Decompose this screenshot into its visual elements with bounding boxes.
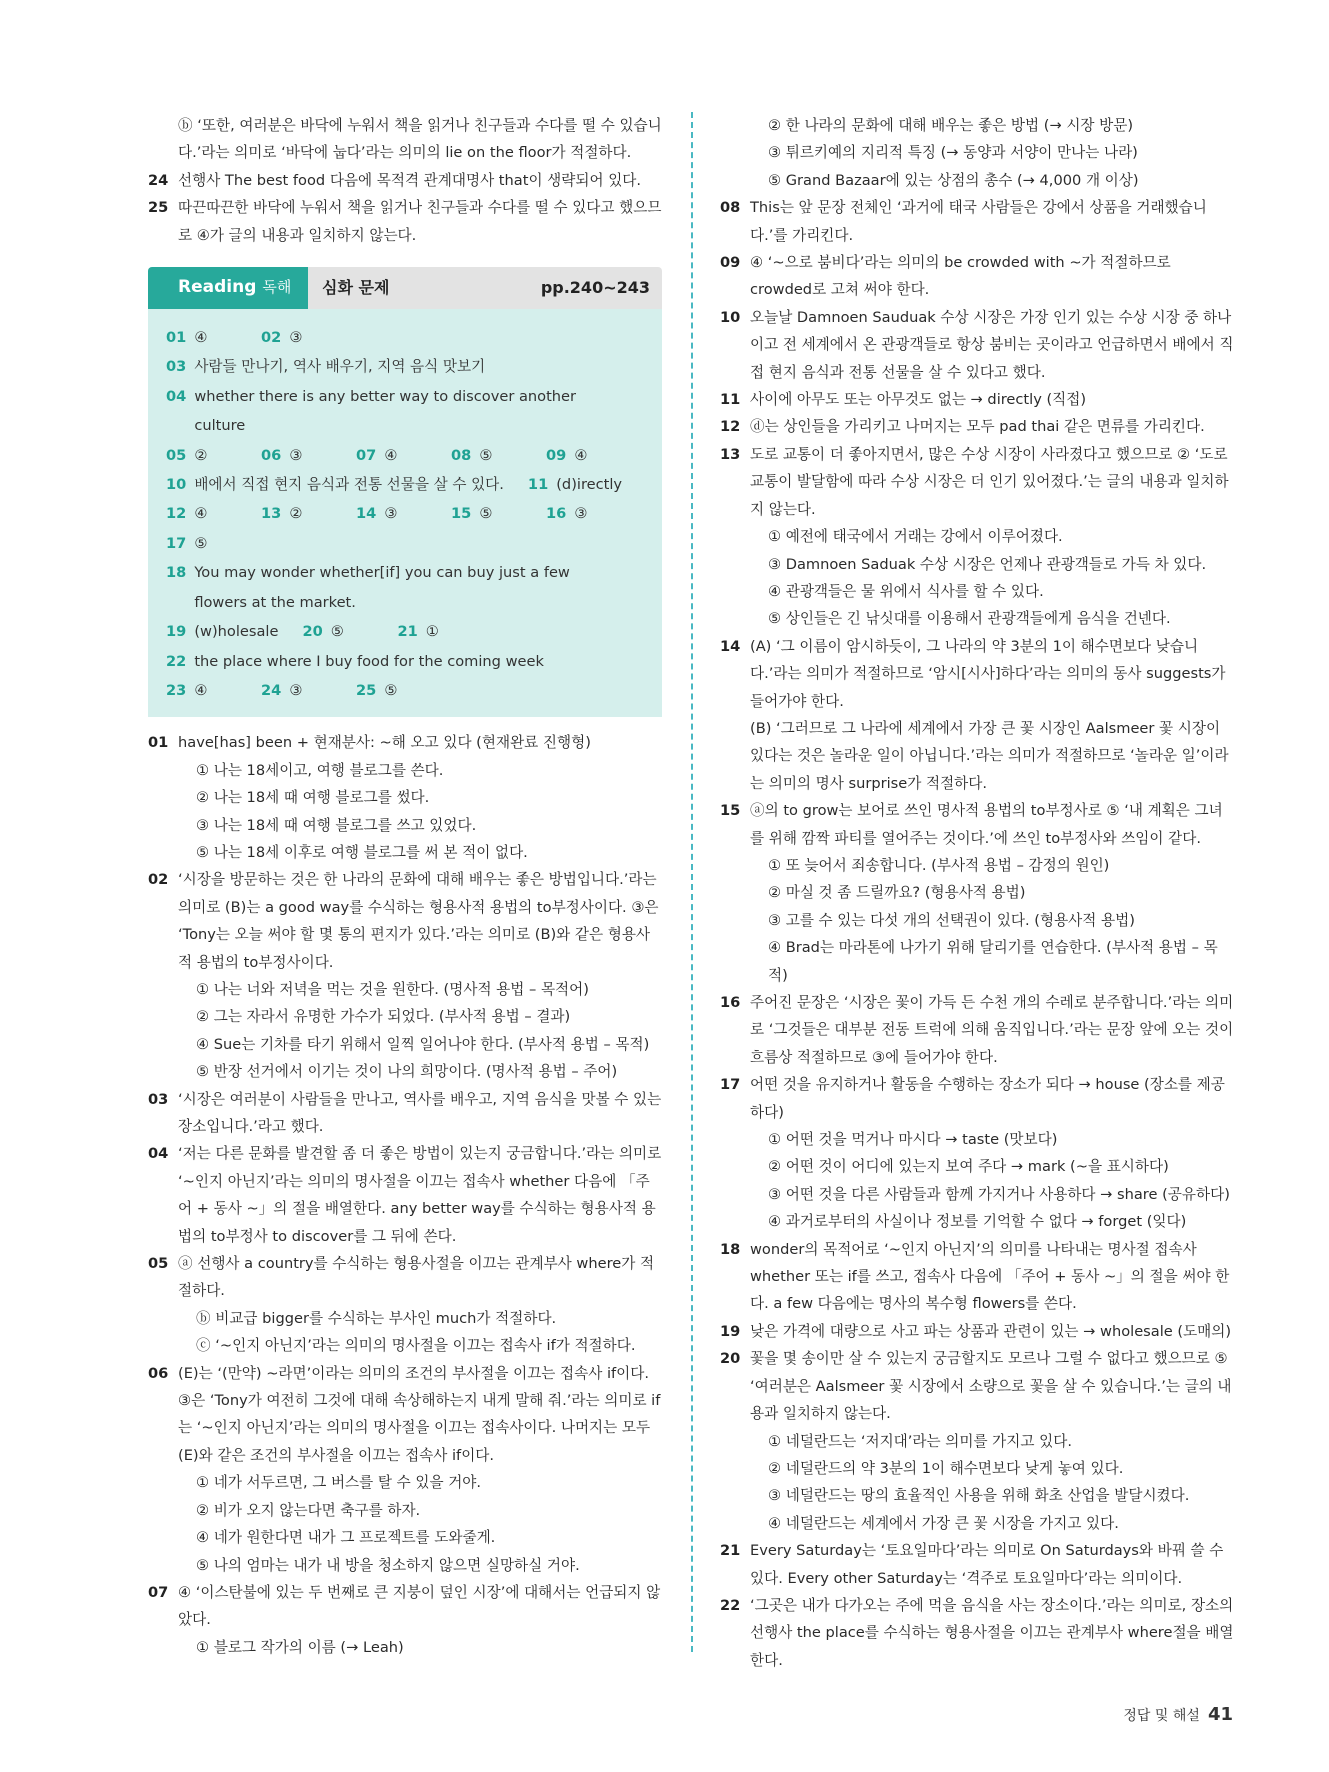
answer-cell — [356, 441, 451, 470]
answer-key-body — [148, 309, 662, 717]
answer-row — [166, 529, 644, 558]
item-sub-line: ① 또 늦어서 죄송합니다. (부사적 용법 – 감정의 원인) — [768, 856, 1110, 874]
item-text: ④ ‘이스탄불에 있는 두 번째로 큰 지붕이 덮인 시장’에 대해서는 언급되지 않았다. — [178, 1583, 661, 1629]
answer-cell — [546, 499, 641, 528]
answer-item — [720, 1071, 1234, 1126]
reading-box-header — [148, 267, 662, 309]
answer-number: 22 — [166, 652, 187, 670]
item-number: 17 — [720, 1076, 741, 1094]
item-sub-line: ② 한 나라의 문화에 대해 배우는 좋은 방법 (→ 시장 방문) — [768, 117, 1134, 134]
answer-number: 23 — [166, 681, 187, 699]
item-text: 낮은 가격에 대량으로 사고 파는 상품과 관련이 있는 → wholesale (도매의) — [750, 1322, 1232, 1340]
answer-row — [166, 470, 644, 499]
answer-cell — [356, 676, 451, 705]
answer-cell — [166, 499, 261, 528]
answer-item — [720, 1318, 1234, 1345]
item-number: 05 — [148, 1255, 169, 1273]
item-text: wonder의 목적어로 ‘~인지 아닌지’의 의미를 나타내는 명사절 접속사 whether 또는 if를 쓰고, 접속사 다음에 「주어 + 동사 ~」의 절을 써야 한다. a few 다음에는 명사의 복수형 flowers를 쓴다. — [750, 1240, 1230, 1313]
answer-cell — [528, 470, 622, 499]
item-text: 선행사 The best food 다음에 목적격 관계대명사 that이 생략되어 있다. — [178, 171, 642, 189]
answer-number: 04 — [166, 387, 187, 405]
answer-value: whether there is any better way to discover another culture — [194, 387, 577, 435]
answer-item — [720, 633, 1234, 715]
answer-number: 25 — [356, 681, 377, 699]
item-sub-line: ① 어떤 것을 먹거나 마시다 → taste (맛보다) — [768, 1131, 1058, 1149]
item-number: 10 — [720, 308, 741, 326]
answer-item — [720, 194, 1234, 249]
item-number: 12 — [720, 418, 741, 436]
item-text: ⓐ 선행사 a country를 수식하는 형용사절을 이끄는 관계부사 where가 적절하다. — [178, 1255, 655, 1300]
answer-number: 19 — [166, 623, 187, 641]
item-number: 25 — [148, 199, 169, 217]
answer-value: ③ — [574, 505, 588, 523]
item-text: 사이에 아무도 또는 아무것도 없는 → directly (직접) — [750, 391, 1087, 409]
item-sub-line: ④ Sue는 기차를 타기 위해서 일찍 일어나야 한다. (부사적 용법 – 목적) — [196, 1035, 650, 1053]
item-number: 15 — [720, 802, 741, 820]
item-text: (E)는 ‘(만약) ~라면’이라는 의미의 조건의 부사절을 이끄는 접속사 if이다. ③은 ‘Tony가 여전히 그것에 대해 속상해하는지 내게 말해 줘.’라는 의미로 if는 ‘~인지 아닌지’라는 의미의 명사절을 이끄는 접속사이다. 나머지는 모두 (E)와 같은 조건의 부사절을 이끄는 접속사 if이다. — [178, 1364, 661, 1464]
item-sub-line: ② 비가 오지 않는다면 축구를 하자. — [196, 1501, 421, 1519]
item-number: 24 — [148, 171, 169, 189]
item-sub-line: ⑤ Grand Bazaar에 있는 상점의 총수 (→ 4,000 개 이상) — [768, 171, 1139, 189]
item-sub-line: ③ 나는 18세 때 여행 블로그를 쓰고 있었다. — [196, 816, 477, 834]
answer-cell — [166, 470, 504, 499]
item-text: have[has] been + 현재분사: ~해 오고 있다 (현재완료 진행형) — [178, 734, 591, 752]
answer-item — [148, 1086, 662, 1141]
answer-number: 07 — [356, 446, 377, 464]
item-sub-line: ③ 튀르키예의 지리적 특징 (→ 동양과 서양이 만나는 나라) — [768, 144, 1138, 162]
answer-value: (w)holesale — [194, 623, 279, 641]
answer-number: 15 — [451, 505, 472, 523]
column-divider — [691, 112, 693, 1652]
answer-cell — [166, 441, 261, 470]
intro-item — [148, 194, 662, 249]
answer-item — [720, 1537, 1234, 1592]
item-sub-line: ⑤ 나의 엄마는 내가 내 방을 청소하지 않으면 실망하실 거야. — [196, 1556, 580, 1574]
item-text: 따끈따끈한 바닥에 누워서 책을 읽거나 친구들과 수다를 떨 수 있다고 했으므로 ④가 글의 내용과 일치하지 않는다. — [178, 199, 662, 244]
item-text: ⓓ는 상인들을 가리키고 나머지는 모두 pad thai 같은 면류를 가리킨다. — [750, 418, 1205, 436]
item-sub-line: ⓑ 비교급 bigger를 수식하는 부사인 much가 적절하다. — [196, 1309, 557, 1327]
answer-cell — [166, 323, 261, 352]
item-text: Every Saturday는 ‘토요일마다’라는 의미로 On Saturdays와 바꿔 쓸 수 있다. Every other Saturday는 ‘격주로 토요일마다’라는 의미이다. — [750, 1542, 1224, 1587]
item-text: ‘시장은 여러분이 사람들을 만나고, 역사를 배우고, 지역 음식을 맛볼 수 있는 장소입니다.’라고 했다. — [178, 1090, 662, 1135]
item-number: 21 — [720, 1542, 741, 1560]
item-sub-line: ① 나는 18세이고, 여행 블로그를 쓴다. — [196, 761, 444, 779]
answer-number: 05 — [166, 446, 187, 464]
answer-number: 10 — [166, 476, 187, 494]
answer-cell — [166, 529, 620, 558]
item-sub-line: ③ 고를 수 있는 다섯 개의 선택권이 있다. (형용사적 용법) — [768, 911, 1135, 929]
item-sub-line: ④ 네가 원한다면 내가 그 프로젝트를 도와줄게. — [196, 1529, 496, 1547]
item-text: ⓐ의 to grow는 보어로 쓰인 명사적 용법의 to부정사로 ⑤ ‘내 계획은 그녀를 위해 깜짝 파티를 열어주는 것이다.’에 쓰인 to부정사와 쓰임이 같다. — [750, 802, 1223, 847]
answer-value: You may wonder whether[if] you can buy just a few flowers at the market. — [194, 564, 570, 611]
item-number: 06 — [148, 1364, 169, 1382]
answer-cell — [166, 382, 620, 441]
answer-number: 12 — [166, 505, 187, 523]
answer-cell — [261, 676, 356, 705]
answer-value: ⑤ — [479, 446, 493, 464]
item-text: ‘그곳은 내가 다가오는 주에 먹을 음식을 사는 장소이다.’라는 의미로, 장소의 선행사 the place를 수식하는 형용사절을 이끄는 관계부사 where절을 배열한다. — [750, 1596, 1234, 1669]
reading-title: 심화 문제 — [322, 278, 390, 298]
answer-value: ③ — [289, 681, 303, 699]
item-sub-line: ② 네덜란드의 약 3분의 1이 해수면보다 낮게 놓여 있다. — [768, 1459, 1124, 1477]
answer-cell — [166, 647, 620, 676]
answer-item — [148, 1360, 662, 1470]
item-sub-line: ② 그는 자라서 유명한 가수가 되었다. (부사적 용법 – 결과) — [196, 1008, 571, 1026]
answer-value: ③ — [289, 446, 303, 464]
answer-value: ③ — [384, 505, 398, 523]
item-number: 20 — [720, 1350, 741, 1368]
item-sub-line: ⑤ 나는 18세 이후로 여행 블로그를 써 본 적이 없다. — [196, 843, 528, 861]
answer-value: ① — [425, 623, 439, 641]
item-text: ⓑ ‘또한, 여러분은 바닥에 누워서 책을 읽거나 친구들과 수다를 떨 수 있습니다.’라는 의미로 ‘바닥에 눕다’라는 의미의 lie on the floor가 적절하다. — [178, 117, 662, 162]
answer-number: 09 — [546, 446, 567, 464]
left-column — [148, 112, 662, 1661]
item-number: 22 — [720, 1596, 741, 1614]
answer-cell — [166, 558, 620, 617]
item-text: 오늘날 Damnoen Sauduak 수상 시장은 가장 인기 있는 수상 시장 중 하나이고 전 세계에서 온 관광객들로 항상 붐비는 곳이라고 언급하면서 배에서 직접 현지 음식과 전통 선물을 살 수 있다고 했다. — [750, 308, 1234, 381]
answer-row — [166, 441, 644, 470]
answer-row — [166, 676, 644, 705]
answer-item — [148, 729, 662, 756]
item-sub-line: ② 마실 것 좀 드릴까요? (형용사적 용법) — [768, 884, 1026, 902]
answer-number: 14 — [356, 505, 377, 523]
answer-value: ④ — [194, 681, 208, 699]
answer-item — [720, 413, 1234, 440]
item-sub-line: ⑤ 반장 선거에서 이기는 것이 나의 희망이다. (명사적 용법 – 주어) — [196, 1063, 618, 1081]
answer-number: 08 — [451, 446, 472, 464]
item-sub-line: ① 나는 너와 저녁을 먹는 것을 원한다. (명사적 용법 – 목적어) — [196, 980, 589, 998]
footer-label: 정답 및 해설 — [1123, 1708, 1200, 1724]
item-sub-line: ② 어떤 것이 어디에 있는지 보여 주다 → mark (~을 표시하다) — [768, 1158, 1169, 1176]
answer-cell — [166, 617, 278, 646]
item-number: 11 — [720, 391, 741, 409]
item-sub-line: ① 예전에 태국에서 거래는 강에서 이루어졌다. — [768, 528, 1063, 546]
answer-row — [166, 323, 644, 352]
item-sub-line: ① 블로그 작가의 이름 (→ Leah) — [196, 1638, 404, 1656]
answer-row — [166, 352, 644, 381]
answer-item — [720, 304, 1234, 386]
answer-item — [148, 1140, 662, 1250]
intro-item — [148, 167, 662, 194]
answer-cell — [356, 499, 451, 528]
answer-number: 03 — [166, 358, 187, 376]
item-text: This는 앞 문장 전체인 ‘과거에 태국 사람들은 강에서 상품을 거래했습니다.’를 가리킨다. — [750, 199, 1207, 244]
item-sub-line: ③ 어떤 것을 다른 사람들과 함께 가지거나 사용하다 → share (공유하다) — [768, 1185, 1230, 1203]
item-sub-line: ④ 관광객들은 물 위에서 식사를 할 수 있다. — [768, 582, 1044, 600]
answer-value: ⑤ — [194, 534, 208, 552]
item-number: 03 — [148, 1090, 169, 1108]
item-number: 01 — [148, 734, 169, 752]
answer-value: ④ — [194, 329, 208, 347]
answer-value: ④ — [194, 505, 208, 523]
item-text: (A) ‘그 이름이 암시하듯이, 그 나라의 약 3분의 1이 해수면보다 낮습니다.’라는 의미가 적절하므로 ‘암시[시사]하다’라는 의미의 동사 suggests가 들어가야 한다. — [750, 637, 1226, 710]
answer-value: ④ — [384, 446, 398, 464]
answer-cell — [546, 441, 641, 470]
answer-value: ④ — [574, 446, 588, 464]
reading-answer-box — [148, 267, 662, 717]
right-column — [720, 112, 1234, 1674]
answer-value: 사람들 만나기, 역사 배우기, 지역 음식 맛보기 — [194, 358, 486, 376]
answer-item — [720, 1592, 1234, 1674]
answer-cell — [302, 617, 397, 646]
answer-item — [148, 1579, 662, 1634]
item-text: 꽃을 몇 송이만 살 수 있는지 궁금할지도 모르나 그럴 수 없다고 했으므로 ⑤ ‘여러분은 Aalsmeer 꽃 시장에서 소량으로 꽃을 살 수 있습니다.’는 글의 내용과 일치하지 않는다. — [750, 1350, 1232, 1423]
item-sub-line: ② 나는 18세 때 여행 블로그를 썼다. — [196, 789, 430, 807]
reading-title-bar — [308, 267, 662, 309]
answer-number: 16 — [546, 505, 567, 523]
answer-number: 20 — [302, 623, 323, 641]
answer-cell — [261, 441, 356, 470]
answer-item — [720, 441, 1234, 523]
item-sub-line: ① 네덜란드는 ‘저지대’라는 의미를 가지고 있다. — [768, 1432, 1072, 1450]
answer-row — [166, 499, 644, 528]
item-sub-line: ④ 과거로부터의 사실이나 정보를 기억할 수 없다 → forget (잊다) — [768, 1213, 1187, 1231]
answer-row — [166, 558, 644, 617]
item-number: 09 — [720, 254, 741, 272]
item-sub-line: ⓒ ‘~인지 아닌지’라는 의미의 명사절을 이끄는 접속사 if가 적절하다. — [196, 1337, 636, 1355]
answer-cell — [166, 676, 261, 705]
item-sub-line: ④ Brad는 마라톤에 나가기 위해 달리기를 연습한다. (부사적 용법 – 목적) — [768, 939, 1218, 984]
answer-value: the place where I buy food for the coming week — [194, 652, 544, 670]
answer-number: 01 — [166, 329, 187, 347]
answer-row — [166, 647, 644, 676]
answer-item — [148, 866, 662, 976]
page-footer — [1123, 1704, 1233, 1725]
answer-row — [166, 617, 644, 646]
answer-cell — [451, 499, 546, 528]
answer-value: 배에서 직접 현지 음식과 전통 선물을 살 수 있다. — [194, 476, 504, 494]
item-number: 19 — [720, 1322, 741, 1340]
item-number: 02 — [148, 871, 169, 889]
item-text: 어떤 것을 유지하거나 활동을 수행하는 장소가 되다 → house (장소를 제공하다) — [750, 1076, 1225, 1121]
reading-pages: pp.240~243 — [540, 278, 650, 298]
answer-row — [166, 382, 644, 441]
reading-tag-sub: 독해 — [262, 278, 292, 297]
item-number: 04 — [148, 1145, 169, 1163]
item-sub-line: ③ Damnoen Saduak 수상 시장은 언제나 관광객들로 가득 차 있다. — [768, 555, 1207, 573]
answer-cell — [261, 323, 356, 352]
answer-cell — [397, 617, 492, 646]
answer-number: 02 — [261, 329, 282, 347]
page-number: 41 — [1207, 1704, 1233, 1725]
answer-item — [720, 1345, 1234, 1427]
answer-value: ③ — [289, 329, 303, 347]
answer-number: 06 — [261, 446, 282, 464]
answer-item — [720, 989, 1234, 1071]
answer-cell — [451, 441, 546, 470]
reading-tag — [148, 267, 308, 309]
item-sub-line: ① 네가 서두르면, 그 버스를 탈 수 있을 거야. — [196, 1474, 482, 1492]
item-sub-paragraph: (B) ‘그러므로 그 나라에 세계에서 가장 큰 꽃 시장인 Aalsmeer 꽃 시장이 있다는 것은 놀라운 일이 아닙니다.’라는 의미가 적절하므로 ‘놀라운 일’이라는 의미의 명사 surprise가 적절하다. — [750, 719, 1229, 792]
item-text: ‘시장을 방문하는 것은 한 나라의 문화에 대해 배우는 좋은 방법입니다.’라는 의미로 (B)는 a good way를 수식하는 형용사적 용법의 to부정사이다. ③은 ‘Tony는 오늘 써야 할 몇 통의 편지가 있다.’라는 의미로 (B)와 같은 형용사적 용법의 to부정사이다. — [178, 871, 659, 971]
answer-cell — [166, 352, 620, 381]
answer-value: ⑤ — [330, 623, 344, 641]
item-sub-line: ④ 네덜란드는 세계에서 가장 큰 꽃 시장을 가지고 있다. — [768, 1514, 1119, 1532]
answer-item — [720, 249, 1234, 304]
reading-tag-label: Reading — [178, 277, 257, 298]
item-number: 13 — [720, 445, 741, 463]
answer-number: 21 — [397, 623, 418, 641]
answer-value: (d)irectly — [556, 476, 623, 494]
answer-value: ② — [194, 446, 208, 464]
answer-item — [148, 1250, 662, 1305]
item-number: 08 — [720, 199, 741, 217]
answer-number: 24 — [261, 681, 282, 699]
answer-item — [720, 386, 1234, 413]
item-text: ‘저는 다른 문화를 발견할 좀 더 좋은 방법이 있는지 궁금합니다.’라는 의미로 ‘~인지 아닌지’라는 의미의 명사절을 이끄는 접속사 whether 다음에 「주어 + 동사 ~」의 절을 배열한다. any better way를 수식하는 형용사적 용법의 to부정사 to discover를 그 뒤에 쓴다. — [178, 1145, 662, 1245]
item-number: 18 — [720, 1240, 741, 1258]
answer-value: ⑤ — [384, 681, 398, 699]
item-number: 14 — [720, 637, 741, 655]
answer-value: ② — [289, 505, 303, 523]
answer-number: 11 — [527, 476, 549, 494]
answer-item — [720, 1236, 1234, 1318]
item-number: 07 — [148, 1583, 169, 1601]
answer-item — [720, 797, 1234, 852]
item-sub-line: ③ 네덜란드는 땅의 효율적인 사용을 위해 화초 산업을 발달시켰다. — [768, 1487, 1190, 1505]
item-text: ④ ‘~으로 붐비다’라는 의미의 be crowded with ~가 적절하므로 crowded로 고쳐 써야 한다. — [750, 254, 1171, 299]
item-sub-line: ⑤ 상인들은 긴 낚싯대를 이용해서 관광객들에게 음식을 건넨다. — [768, 610, 1171, 628]
answer-value: ⑤ — [479, 505, 493, 523]
item-text: 도로 교통이 더 좋아지면서, 많은 수상 시장이 사라졌다고 했으므로 ② ‘도로 교통이 발달함에 따라 수상 시장은 더 인기 있어졌다.’는 글의 내용과 일치하지 않는다. — [750, 445, 1229, 518]
item-text: 주어진 문장은 ‘시장은 꽃이 가득 든 수천 개의 수레로 분주합니다.’라는 의미로 ‘그것들은 대부분 전동 트럭에 의해 움직입니다.’라는 문장 앞에 오는 것이 흐름상 적절하므로 ③에 들어가야 한다. — [750, 994, 1234, 1066]
intro-item — [148, 112, 662, 167]
item-number: 16 — [720, 994, 741, 1011]
answer-number: 17 — [166, 534, 187, 552]
answer-number: 13 — [261, 505, 282, 523]
answer-number: 18 — [166, 564, 187, 582]
answer-cell — [261, 499, 356, 528]
